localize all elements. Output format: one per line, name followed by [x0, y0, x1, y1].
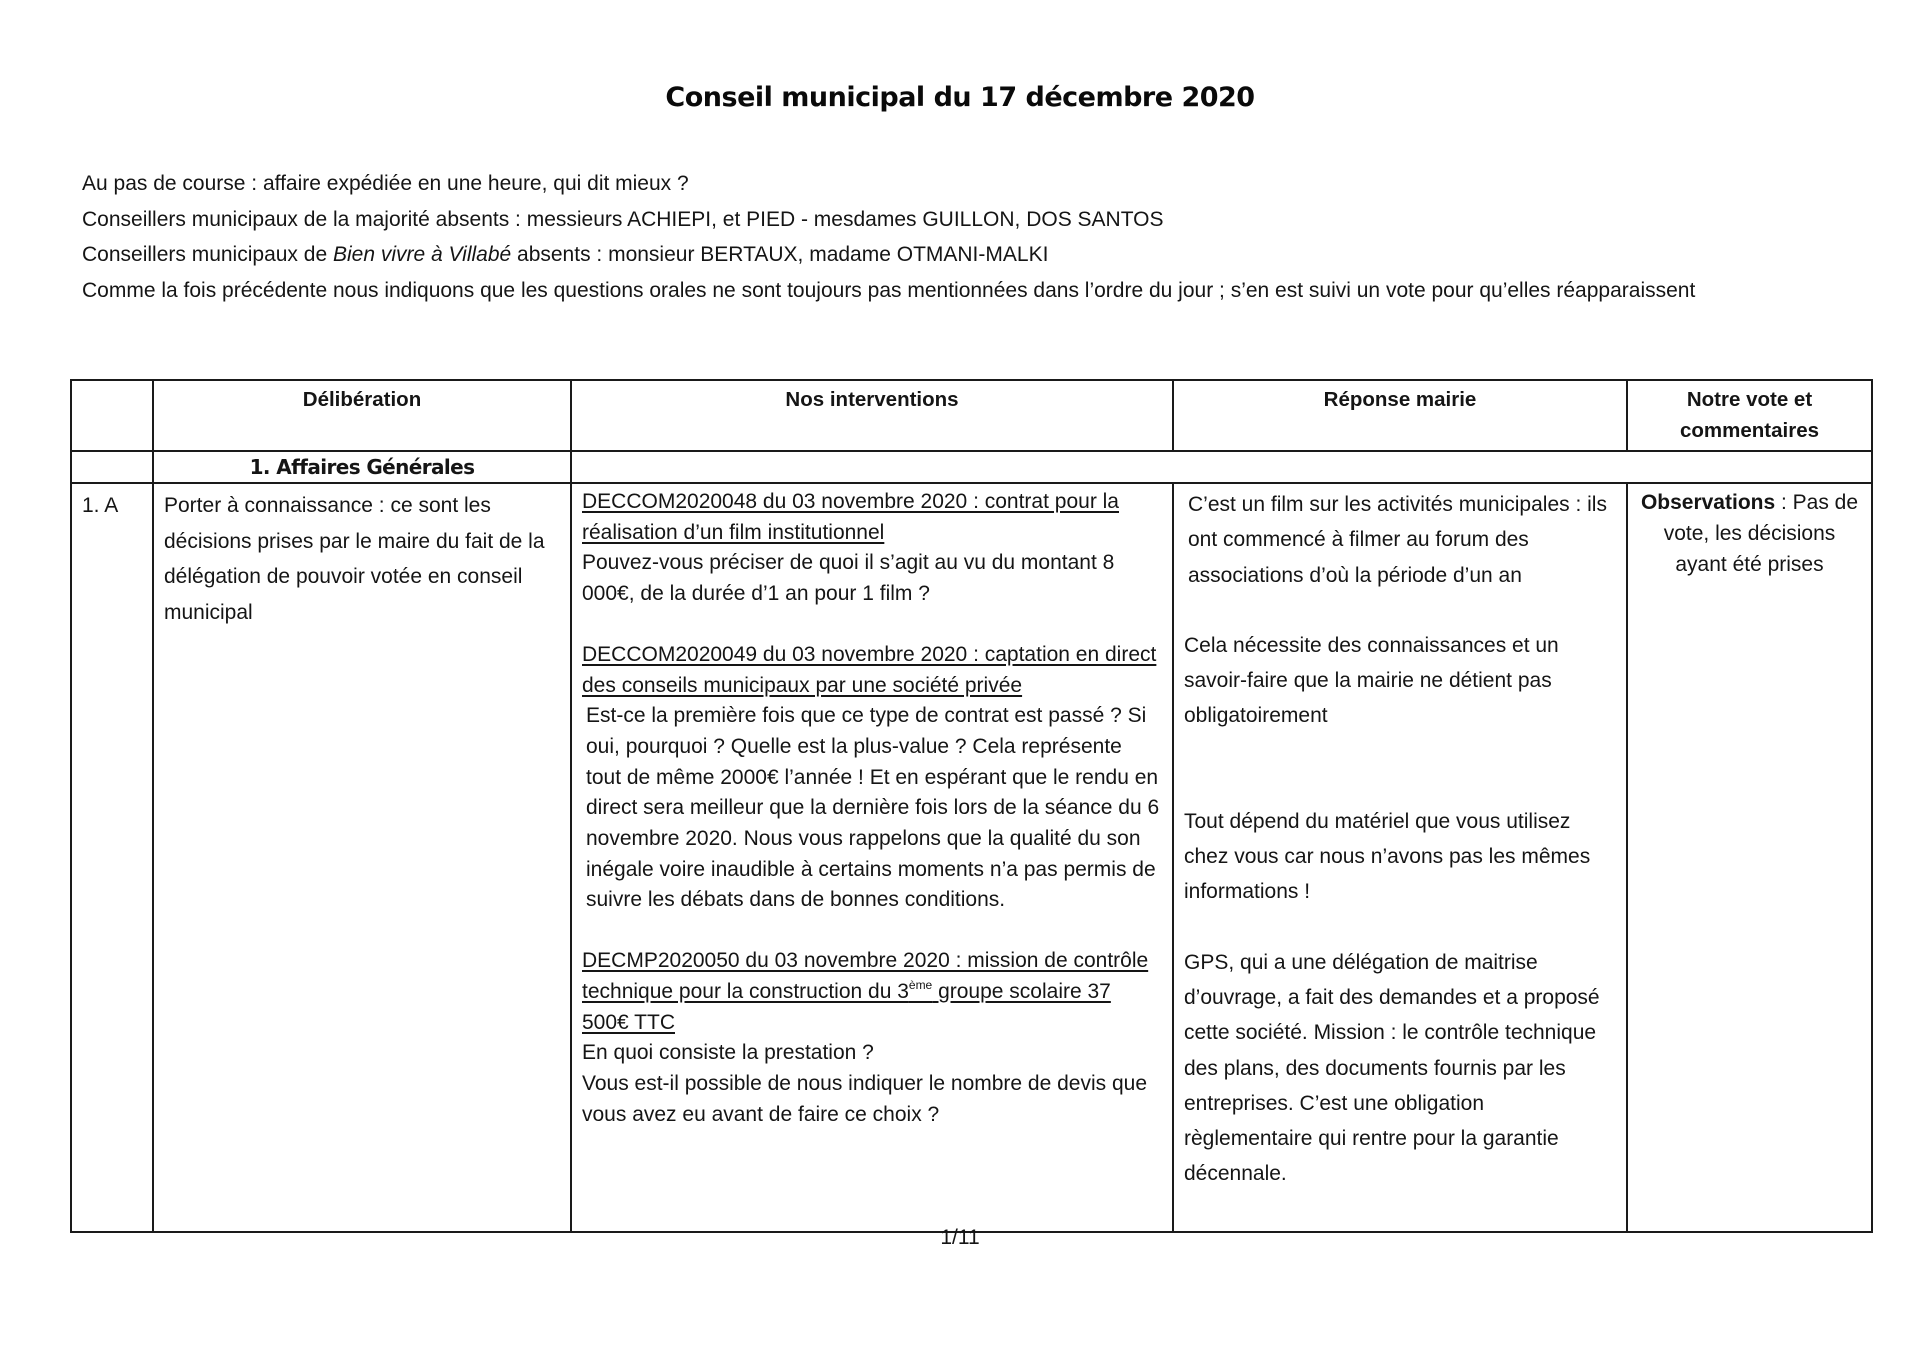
row-number: 1. A	[71, 483, 153, 1232]
interventions-cell	[571, 483, 1173, 1232]
page-number: 1/11	[940, 1226, 980, 1249]
table-header-row	[71, 380, 1872, 451]
section-empty-cell	[571, 451, 1872, 483]
vote-text: : Pas de vote, les décisions ayant été prises	[1663, 491, 1859, 576]
intro-section	[82, 166, 1842, 308]
intro-line3-suffix: absents : monsieur BERTAUX, madame OTMANI-MALKI	[511, 243, 1049, 266]
intervention-ref: DECCOM2020048 du 03 novembre 2020 : contrat pour la réalisation d’un film institutionnel	[582, 490, 1119, 544]
group-name: Bien vivre à Villabé	[332, 243, 512, 266]
vote-cell	[1627, 483, 1872, 1232]
reponse-paragraph: Tout dépend du matériel que vous utilisez chez vous car nous n’avons pas les mêmes informations !	[1184, 809, 1591, 904]
header-num	[71, 380, 153, 451]
reponse-paragraph: GPS, qui a une délégation de maitrise d’ouvrage, a fait des demandes et a proposé cette société. Mission : le contrôle technique des plans, des documents fournis par les entreprises. C’est une obligation règlementaire qui rentre pour la garantie décennale.	[1184, 950, 1600, 1186]
header-interventions: Nos interventions	[571, 380, 1173, 451]
section-num-cell	[71, 451, 153, 483]
intervention-ref	[582, 949, 1148, 1033]
section-row	[71, 451, 1872, 483]
vote-label: Observations	[1640, 491, 1776, 514]
header-vote: Notre vote et commentaires	[1627, 380, 1872, 451]
intervention-question: Est-ce la première fois que ce type de contrat est passé ? Si oui, pourquoi ? Quelle est la plus-value ? Cela représente tout de même 2000€ l’année ! Et en espérant que le rendu en direct sera meilleur que la dernière fois lors de la séance du 6 novembre 2020. Nous vous rappelons que la qualité du son inégale voire inaudible à certains moments n’a pas permis de suivre les débats dans de bonnes conditions.	[586, 704, 1160, 912]
reponse-paragraph: C’est un film sur les activités municipales : ils ont commencé à filmer au forum des associations d’où la période d’un an	[1188, 493, 1607, 587]
intervention-item	[582, 487, 1162, 610]
intro-line-majority-absents: Conseillers municipaux de la majorité absents : messieurs ACHIEPI, et PIED - mesdames GUILLON, DOS SANTOS	[82, 207, 1164, 231]
intervention-question: Pouvez-vous préciser de quoi il s’agit au vu du montant 8 000€, de la durée d’1 an pour 1 film ?	[582, 551, 1115, 606]
intervention-item	[582, 946, 1162, 1130]
intervention-ref-part2: groupe scolaire 37 500€ TTC	[582, 979, 1111, 1034]
intro-line-summary: Au pas de course : affaire expédiée en une heure, qui dit mieux ?	[82, 172, 689, 195]
header-reponse: Réponse mairie	[1173, 380, 1627, 451]
table-row	[71, 483, 1872, 1232]
header-deliberation: Délibération	[153, 380, 571, 451]
intervention-ref: DECCOM2020049 du 03 novembre 2020 : captation en direct des conseils municipaux par une société privée	[582, 642, 1157, 697]
intervention-ref-part1: DECMP2020050 du 03 novembre 2020 : mission de contrôle technique pour la construction du 3	[582, 949, 1149, 1003]
intro-line3-prefix: Conseillers municipaux de	[82, 243, 333, 266]
ordinal-superscript: ème	[908, 977, 933, 992]
deliberation-text: Porter à connaissance : ce sont les décisions prises par le maire du fait de la délégation de pouvoir votée en conseil municipal	[153, 483, 571, 1232]
reponse-cell	[1173, 483, 1627, 1232]
section-title: 1. Affaires Générales	[153, 451, 571, 483]
intro-line-opposition-absents	[82, 237, 1842, 273]
intervention-item	[582, 640, 1162, 916]
intervention-question: En quoi consiste la prestation ?	[582, 1041, 874, 1065]
page-title: Conseil municipal du 17 décembre 2020	[665, 82, 1255, 113]
intervention-question: Vous est-il possible de nous indiquer le nombre de devis que vous avez eu avant de faire ce choix ?	[582, 1071, 1148, 1126]
deliberations-table	[70, 379, 1873, 1233]
intro-line-oral-questions: Comme la fois précédente nous indiquons que les questions orales ne sont toujours pas mentionnées dans l’ordre du jour ; s’en est suivi un vote pour qu’elles réapparaissent	[82, 278, 1696, 302]
reponse-paragraph: Cela nécessite des connaissances et un savoir-faire que la mairie ne détient pas obligatoirement	[1184, 633, 1559, 728]
